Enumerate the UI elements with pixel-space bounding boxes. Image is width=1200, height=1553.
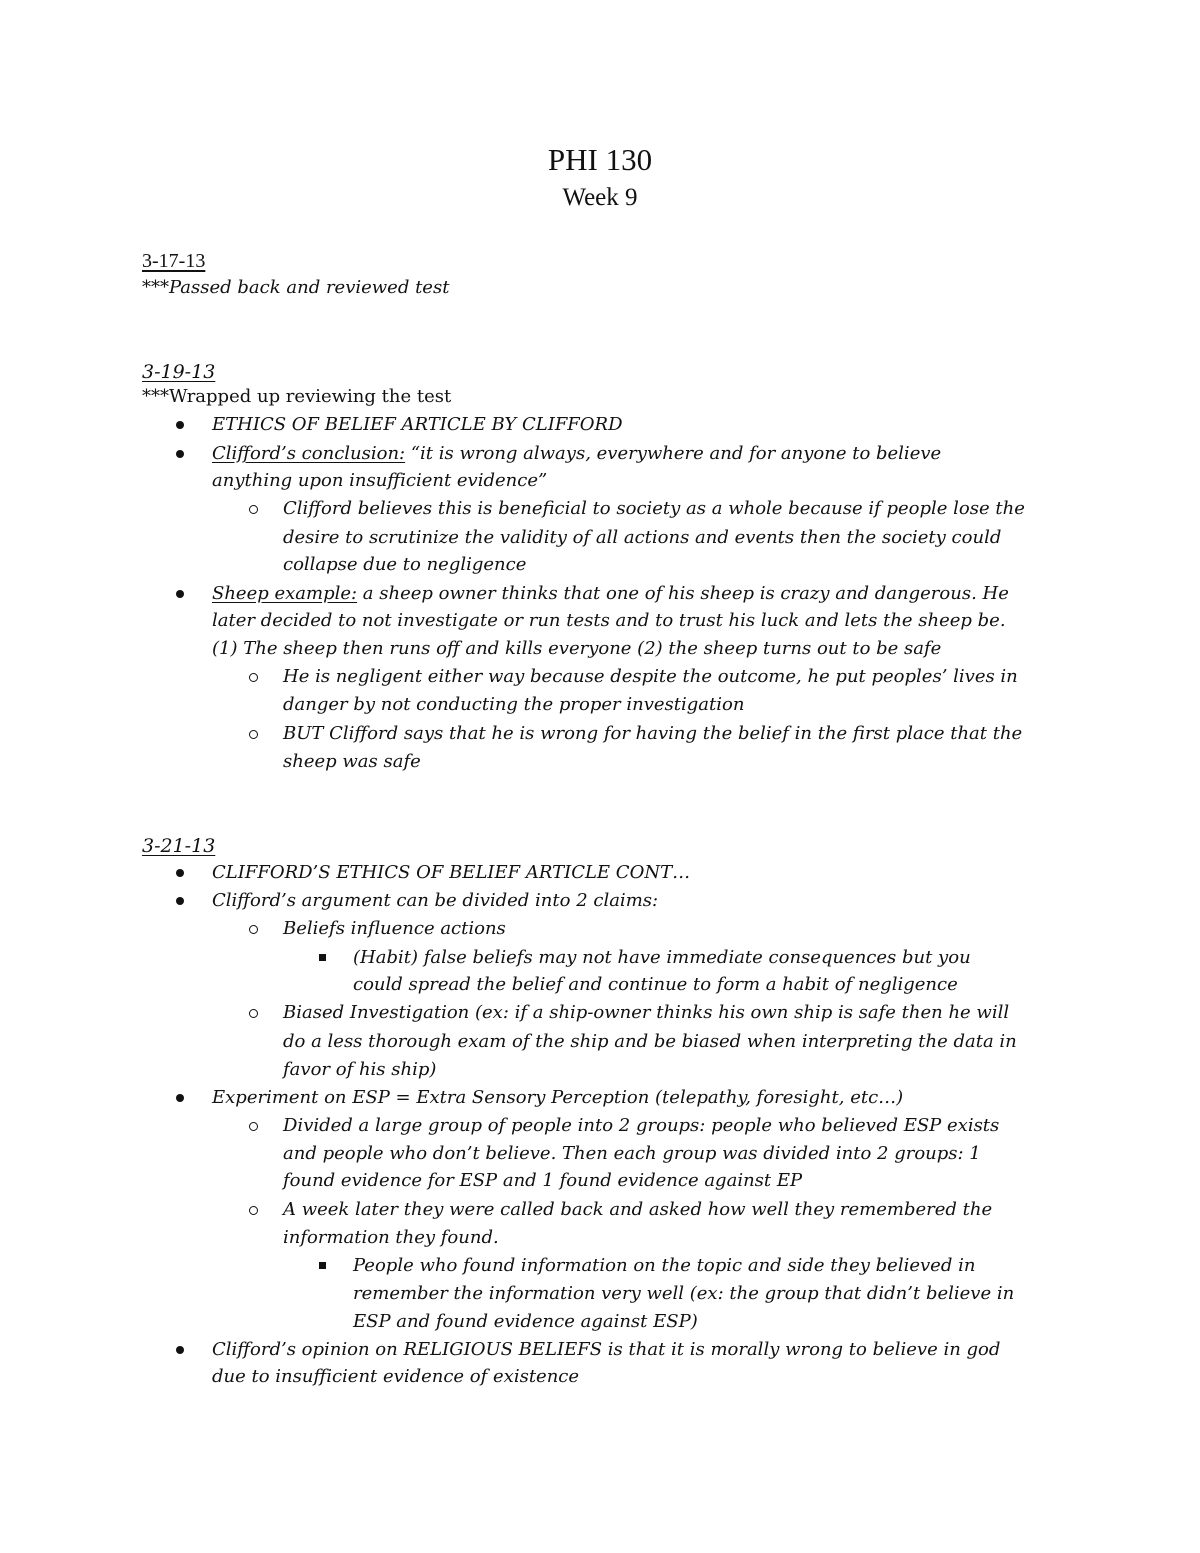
square-bullet-icon (319, 1262, 326, 1269)
sub-item: Beliefs influence actions (283, 918, 506, 939)
sub-item: Divided a large group of people into 2 groups: people who believed ESP exists (283, 1115, 1000, 1136)
sub-sub-item: People who found information on the topic and side they believed in (353, 1255, 976, 1276)
list-item-continued: due to insufficient evidence of existence (212, 1366, 580, 1387)
section-date-1: 3-17-13 (142, 250, 206, 272)
sub-item: Clifford believes this is beneficial to society as a whole because if people lose the (283, 498, 1025, 519)
section-date-3: 3-21-13 (142, 835, 216, 857)
sub-sub-item-continued: could spread the belief and continue to form a habit of negligence (353, 974, 958, 995)
sub-item-continued: do a less thorough exam of the ship and be biased when interpreting the data in (283, 1031, 1017, 1052)
bullet-icon (176, 421, 184, 429)
sub-bullet-icon (249, 730, 258, 739)
section-intro-1: ***Passed back and reviewed test (142, 277, 450, 298)
bullet-icon (176, 869, 184, 877)
sub-bullet-icon (249, 1009, 258, 1018)
list-item-continued: later decided to not investigate or run tests and to trust his luck and lets the sheep be. (212, 610, 1006, 631)
sub-item-continued: collapse due to negligence (283, 554, 527, 575)
item-text: “it is wrong always, everywhere and for anyone to believe (405, 443, 942, 464)
item-label: Clifford’s conclusion: (212, 443, 406, 464)
sub-sub-item-continued: ESP and found evidence against ESP) (353, 1311, 698, 1332)
sub-item-continued: favor of his ship) (283, 1059, 437, 1080)
bullet-icon (176, 590, 184, 598)
bullet-icon (176, 897, 184, 905)
list-item: ETHICS OF BELIEF ARTICLE BY CLIFFORD (212, 414, 623, 435)
list-item (212, 440, 941, 468)
sub-item-continued: information they found. (283, 1227, 499, 1248)
sub-item-continued: danger by not conducting the proper investigation (283, 694, 745, 715)
sub-sub-item: (Habit) false beliefs may not have immediate consequences but you (353, 947, 971, 968)
sub-item-continued: and people who don’t believe. Then each group was divided into 2 groups: 1 (283, 1143, 981, 1164)
list-item: Experiment on ESP = Extra Sensory Perception (telepathy, foresight, etc…) (212, 1087, 904, 1108)
sub-item: He is negligent either way because despite the outcome, he put peoples’ lives in (283, 666, 1018, 687)
square-bullet-icon (319, 954, 326, 961)
list-item: Clifford’s argument can be divided into 2 claims: (212, 890, 659, 911)
sub-bullet-icon (249, 925, 258, 934)
sub-bullet-icon (249, 1122, 258, 1131)
page-subtitle: Week 9 (562, 184, 638, 211)
header (0, 141, 1200, 215)
sub-sub-item-continued: remember the information very well (ex: the group that didn’t believe in (353, 1283, 1015, 1304)
page-title: PHI 130 (547, 142, 653, 177)
sub-bullet-icon (249, 1206, 258, 1215)
list-item: Clifford’s opinion on RELIGIOUS BELIEFS is that it is morally wrong to believe in god (212, 1339, 1001, 1360)
list-item-continued: (1) The sheep then runs off and kills everyone (2) the sheep turns out to be safe (212, 638, 942, 659)
section-intro-2: ***Wrapped up reviewing the test (142, 386, 452, 407)
sub-item-continued: desire to scrutinize the validity of all actions and events then the society could (283, 527, 1002, 548)
item-label: Sheep example: (212, 583, 358, 604)
sub-item-continued: found evidence for ESP and 1 found evidence against EP (283, 1170, 803, 1191)
sub-bullet-icon (249, 673, 258, 682)
bullet-icon (176, 1094, 184, 1102)
list-item-continued: anything upon insufficient evidence” (212, 470, 548, 491)
sub-bullet-icon (249, 505, 258, 514)
section-date-2: 3-19-13 (142, 361, 216, 383)
sub-item: BUT Clifford says that he is wrong for having the belief in the first place that the (283, 723, 1023, 744)
list-item (212, 580, 1009, 608)
item-text: a sheep owner thinks that one of his sheep is crazy and dangerous. He (357, 583, 1009, 604)
list-item: CLIFFORD’S ETHICS OF BELIEF ARTICLE CONT… (212, 862, 691, 883)
sub-item-continued: sheep was safe (283, 751, 421, 772)
sub-item: Biased Investigation (ex: if a ship-owner thinks his own ship is safe then he will (283, 1002, 1010, 1023)
bullet-icon (176, 450, 184, 458)
bullet-icon (176, 1346, 184, 1354)
sub-item: A week later they were called back and asked how well they remembered the (283, 1199, 993, 1220)
